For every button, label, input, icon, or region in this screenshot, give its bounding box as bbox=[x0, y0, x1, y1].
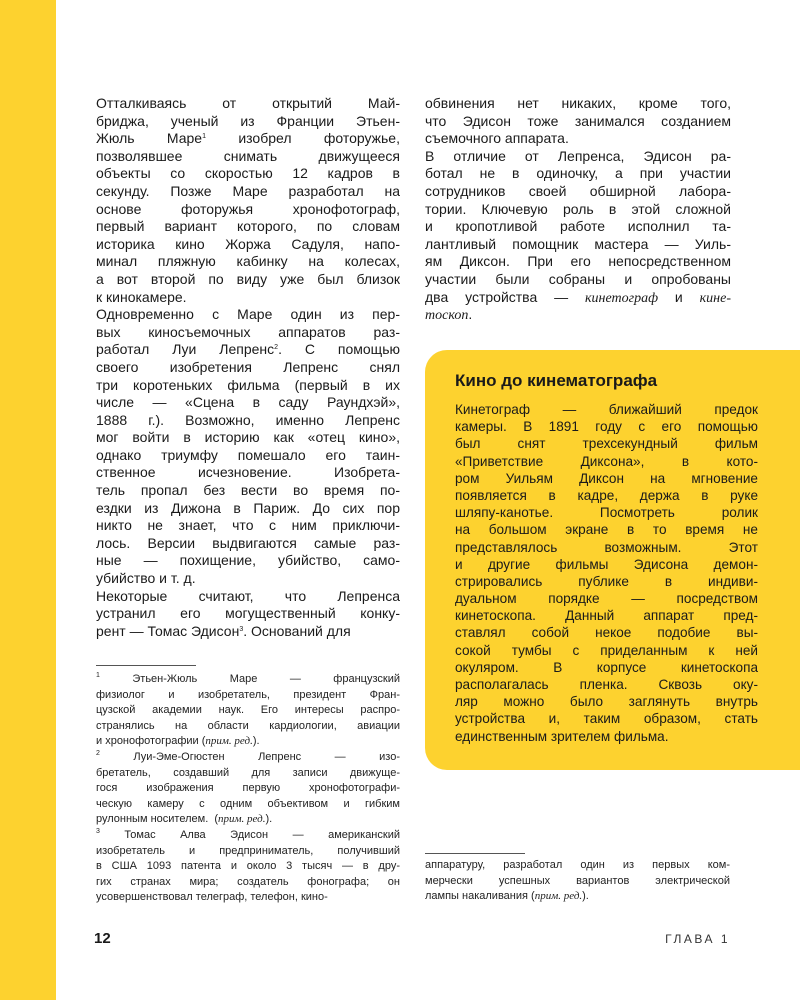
text-line bbox=[96, 148, 400, 166]
text-segment: ). bbox=[252, 735, 260, 748]
footnotes-right bbox=[425, 858, 730, 905]
text-line bbox=[96, 797, 400, 813]
text-segment: два устройства — bbox=[425, 288, 585, 305]
text-segment: . С помощью bbox=[278, 341, 400, 358]
text-segment: основе фоторужья хронофотограф, bbox=[96, 200, 400, 217]
text-line bbox=[455, 401, 758, 418]
text-line bbox=[96, 781, 400, 797]
text-segment: изобрел фоторужье, bbox=[206, 130, 400, 147]
text-line bbox=[455, 573, 758, 590]
text-line bbox=[425, 201, 731, 219]
text-segment: ям Диксон. При его непосредственном bbox=[425, 253, 731, 270]
text-segment: и хронофотографии ( bbox=[96, 735, 206, 748]
text-segment: представлялось возможным. Этот bbox=[455, 539, 758, 555]
text-segment: ездки из Дижона в Париж. До сих пор bbox=[96, 499, 400, 516]
text-segment: никто не знает, что с ним приключи- bbox=[96, 517, 400, 534]
text-line bbox=[425, 95, 731, 113]
footnote-ref: 1 bbox=[96, 672, 100, 679]
text-line bbox=[96, 201, 400, 219]
text-segment: «Приветствие Диксона», в кото- bbox=[455, 453, 758, 469]
text-line bbox=[96, 500, 400, 518]
text-segment: ляр можно было заглянуть внутрь bbox=[455, 694, 758, 710]
text-line bbox=[96, 95, 400, 113]
text-segment: и кропотливой работе исполнил та- bbox=[425, 218, 731, 235]
text-line bbox=[96, 734, 400, 750]
text-line bbox=[455, 693, 758, 710]
yellow-edge-strip bbox=[0, 0, 56, 1000]
italic-term: тоскоп bbox=[425, 308, 469, 324]
text-segment: бретатель, создавший для записи движуще- bbox=[96, 766, 400, 779]
text-line bbox=[425, 183, 731, 201]
text-segment: окуляром. В корпусе кинетоскопа bbox=[455, 659, 758, 675]
text-line bbox=[96, 306, 400, 324]
text-segment: стрировались публике в индиви- bbox=[455, 573, 758, 589]
text-segment: ). bbox=[265, 813, 273, 826]
text-segment: и bbox=[658, 288, 700, 305]
chapter-label: ГЛАВА 1 bbox=[665, 932, 730, 946]
text-segment: ром Уильям Диксон на мгновение bbox=[455, 470, 758, 486]
text-segment: Одновременно с Маре один из пер- bbox=[96, 306, 400, 323]
text-segment: ставлял собой некое подобие вы- bbox=[455, 625, 758, 641]
text-segment: устранил его могущественный конку- bbox=[96, 605, 400, 622]
text-line bbox=[455, 539, 758, 556]
page-number: 12 bbox=[94, 930, 111, 947]
text-line bbox=[96, 844, 400, 860]
text-segment: дуальном порядке — посредством bbox=[455, 591, 758, 607]
text-segment: ботал не в одиночку, а при участии bbox=[425, 165, 731, 182]
italic-term: прим. ред. bbox=[205, 735, 253, 748]
text-segment: рент — Томас Эдисон bbox=[96, 622, 240, 639]
text-line bbox=[455, 624, 758, 641]
text-line bbox=[96, 183, 400, 201]
text-segment: странялись на области кардиологии, авиации bbox=[96, 719, 400, 732]
text-segment: минал пляжную кабинку на колесах, bbox=[96, 253, 400, 270]
text-line bbox=[455, 659, 758, 676]
text-line bbox=[96, 875, 400, 891]
text-line bbox=[455, 521, 758, 538]
text-segment: тории. Ключевую роль в этой сложной bbox=[425, 200, 731, 217]
text-segment: обвинения нет никаких, кроме того, bbox=[425, 95, 731, 111]
text-line bbox=[96, 535, 400, 553]
text-segment: числе — «Сцена в саду Раундхэй», bbox=[96, 394, 400, 411]
text-segment: устройства и, таким образом, стать bbox=[455, 711, 758, 727]
text-line bbox=[425, 874, 730, 890]
text-segment: и другие фильмы Эдисона демон- bbox=[455, 556, 758, 572]
text-line bbox=[96, 341, 400, 359]
text-segment: Некоторые считают, что Лепренса bbox=[96, 587, 400, 604]
text-line bbox=[96, 766, 400, 782]
footnote-ref: 1 bbox=[202, 133, 206, 141]
footnote-rule-right bbox=[425, 853, 525, 854]
text-segment: секунду. Позже Маре разработал на bbox=[96, 182, 400, 199]
text-line bbox=[455, 418, 758, 435]
sidebar-box-title: Кино до кинематографа bbox=[455, 371, 658, 390]
text-line bbox=[96, 394, 400, 412]
footnote-ref: 2 bbox=[96, 749, 100, 757]
text-segment: аппаратуру, разработал один из первых ком- bbox=[425, 859, 730, 871]
text-line bbox=[96, 130, 400, 148]
text-line bbox=[96, 859, 400, 875]
text-segment: сокой тумбы с приделанным к ней bbox=[455, 642, 758, 658]
text-line bbox=[96, 703, 400, 719]
text-segment: мерчески успешных вариантов электрической bbox=[425, 874, 730, 887]
text-line bbox=[96, 289, 400, 307]
text-line bbox=[96, 623, 400, 641]
text-line bbox=[96, 688, 400, 704]
text-segment: работал Луи Лепренс bbox=[96, 341, 275, 358]
text-line bbox=[425, 253, 731, 271]
text-line bbox=[96, 828, 400, 844]
text-line bbox=[455, 487, 758, 504]
text-line bbox=[96, 719, 400, 735]
text-line bbox=[96, 588, 400, 606]
text-line bbox=[455, 556, 758, 573]
text-line bbox=[455, 504, 758, 521]
text-segment: располагалась пленка. Сквозь оку- bbox=[455, 677, 758, 692]
text-segment: ственное исчезновение. Изобрета- bbox=[96, 464, 400, 481]
text-segment: своего изобретения Лепренс снял bbox=[96, 358, 400, 375]
text-segment: вых киносъемочных аппаратов раз- bbox=[96, 323, 400, 340]
text-segment: . bbox=[468, 306, 473, 323]
text-segment: гих странах мира; создатель фонографа; он bbox=[96, 875, 400, 888]
footnotes-left bbox=[96, 672, 400, 906]
text-segment: гося изображения первую хронофотографи- bbox=[96, 782, 400, 795]
text-segment: сотрудников своей обширной лабора- bbox=[425, 182, 731, 199]
italic-term: кине- bbox=[699, 290, 731, 306]
text-line bbox=[425, 306, 731, 324]
text-line bbox=[96, 750, 400, 766]
text-line bbox=[96, 377, 400, 395]
text-segment: мог войти в историю как «отец кино», bbox=[96, 429, 400, 446]
text-segment: Томас Алва Эдисон — американский bbox=[99, 828, 400, 841]
text-line bbox=[96, 429, 400, 447]
text-line bbox=[425, 148, 731, 166]
text-segment: ные — похищение, убийство, само- bbox=[96, 552, 400, 569]
text-segment: изобретатель и предприниматель, получивший bbox=[96, 844, 400, 857]
text-segment: бриджа, ученый из Франции Этьен- bbox=[96, 112, 400, 129]
footnote-rule-left bbox=[96, 665, 196, 666]
text-segment: лось. Версии выдвигаются самые раз- bbox=[96, 534, 400, 551]
text-line bbox=[96, 324, 400, 342]
text-line bbox=[96, 253, 400, 271]
text-segment: что Эдисон тоже занимался созданием bbox=[425, 112, 731, 129]
text-line bbox=[425, 889, 730, 905]
text-line bbox=[96, 570, 400, 588]
text-segment: к кинокамере. bbox=[96, 288, 187, 305]
body-column-left bbox=[96, 95, 400, 640]
text-line bbox=[425, 130, 731, 148]
text-line bbox=[425, 165, 731, 183]
text-segment: позволявшее снимать движущееся bbox=[96, 147, 400, 164]
text-line bbox=[455, 435, 758, 452]
sidebar-box-body bbox=[455, 401, 758, 745]
text-segment: . Оснований для bbox=[243, 622, 351, 639]
text-segment: В отличие от Лепренса, Эдисон ра- bbox=[425, 147, 731, 164]
text-line bbox=[455, 590, 758, 607]
text-line bbox=[96, 672, 400, 688]
text-segment: а вот второй по виду уже был близок bbox=[96, 270, 400, 287]
text-segment: съемочного аппарата. bbox=[425, 130, 569, 147]
text-segment: в США 1093 патента и около 3 тысяч — в дру- bbox=[96, 860, 400, 873]
text-segment: Луи-Эме-Огюстен Лепренс — изо- bbox=[99, 750, 400, 763]
text-segment: однако триумфу помешало его таин- bbox=[96, 446, 400, 463]
text-line bbox=[455, 676, 758, 693]
text-segment: Отталкиваясь от открытий Май- bbox=[96, 95, 400, 111]
text-line bbox=[425, 271, 731, 289]
text-segment: появляется в кадре, держа в руке bbox=[455, 487, 758, 503]
text-line bbox=[96, 236, 400, 254]
text-segment: ). bbox=[582, 890, 589, 903]
text-segment: Кинетограф — ближайший предок bbox=[455, 402, 758, 417]
text-line bbox=[96, 890, 400, 906]
italic-term: кинетограф bbox=[585, 290, 659, 306]
text-line bbox=[96, 447, 400, 465]
text-line bbox=[96, 165, 400, 183]
text-line bbox=[96, 605, 400, 623]
text-line bbox=[96, 359, 400, 377]
text-line bbox=[96, 412, 400, 430]
text-line bbox=[96, 812, 400, 828]
footnote-ref: 3 bbox=[239, 625, 244, 633]
text-segment: историка кино Жоржа Садуля, напо- bbox=[96, 235, 400, 252]
text-segment: единственным зрителем фильма. bbox=[455, 728, 669, 744]
text-line bbox=[96, 271, 400, 289]
text-segment: объекты со скоростью 12 кадров в bbox=[96, 165, 400, 182]
text-line bbox=[96, 517, 400, 535]
text-segment: на большом экране в то время не bbox=[455, 522, 758, 538]
text-segment: Этьен-Жюль Маре — французский bbox=[99, 673, 400, 685]
text-line bbox=[96, 482, 400, 500]
text-line bbox=[455, 607, 758, 624]
text-segment: был снят трехсекундный фильм bbox=[455, 436, 758, 452]
footnote-ref: 3 bbox=[96, 827, 100, 835]
text-line bbox=[96, 218, 400, 236]
text-line bbox=[455, 728, 758, 745]
text-segment: Жюль Маре bbox=[96, 130, 203, 147]
text-line bbox=[96, 464, 400, 482]
italic-term: прим. ред. bbox=[218, 813, 266, 826]
text-line bbox=[425, 858, 730, 874]
footnote-ref: 2 bbox=[274, 344, 279, 352]
italic-term: прим. ред. bbox=[534, 890, 583, 903]
text-line bbox=[455, 453, 758, 470]
text-segment: физиолог и изобретатель, президент Фран- bbox=[96, 688, 400, 701]
text-segment: убийство и т. д. bbox=[96, 570, 196, 587]
body-column-right bbox=[425, 95, 731, 324]
text-segment: усовершенствовал телеграф, телефон, кино- bbox=[96, 891, 328, 904]
text-line bbox=[96, 113, 400, 131]
text-line bbox=[425, 113, 731, 131]
text-line bbox=[425, 289, 731, 307]
text-segment: шляпу-канотье. Посмотреть ролик bbox=[455, 505, 758, 521]
text-segment: ческую камеру с одним объективом и гибким bbox=[96, 797, 400, 810]
text-line bbox=[425, 236, 731, 254]
text-segment: первый вариант которого, по словам bbox=[96, 218, 400, 235]
text-segment: кинетоскопа. Данный аппарат пред- bbox=[455, 608, 758, 624]
text-line bbox=[96, 552, 400, 570]
text-line bbox=[455, 642, 758, 659]
text-segment: три коротеньких фильма (первый в их bbox=[96, 376, 400, 393]
text-segment: лантливый помощник мастера — Уиль- bbox=[425, 235, 731, 252]
text-segment: участии были собраны и опробованы bbox=[425, 270, 731, 287]
text-segment: лампы накаливания ( bbox=[425, 890, 535, 903]
text-segment: 1888 г.). Возможно, именно Лепренс bbox=[96, 411, 400, 428]
text-segment: рулонным носителем. ( bbox=[96, 813, 219, 826]
text-line bbox=[455, 470, 758, 487]
text-line bbox=[425, 218, 731, 236]
text-segment: тель пропал без вести во время по- bbox=[96, 482, 400, 499]
text-segment: камеры. В 1891 году с его помощью bbox=[455, 419, 758, 435]
text-segment: цузской академии наук. Его интересы распро- bbox=[96, 704, 400, 717]
text-line bbox=[455, 710, 758, 727]
